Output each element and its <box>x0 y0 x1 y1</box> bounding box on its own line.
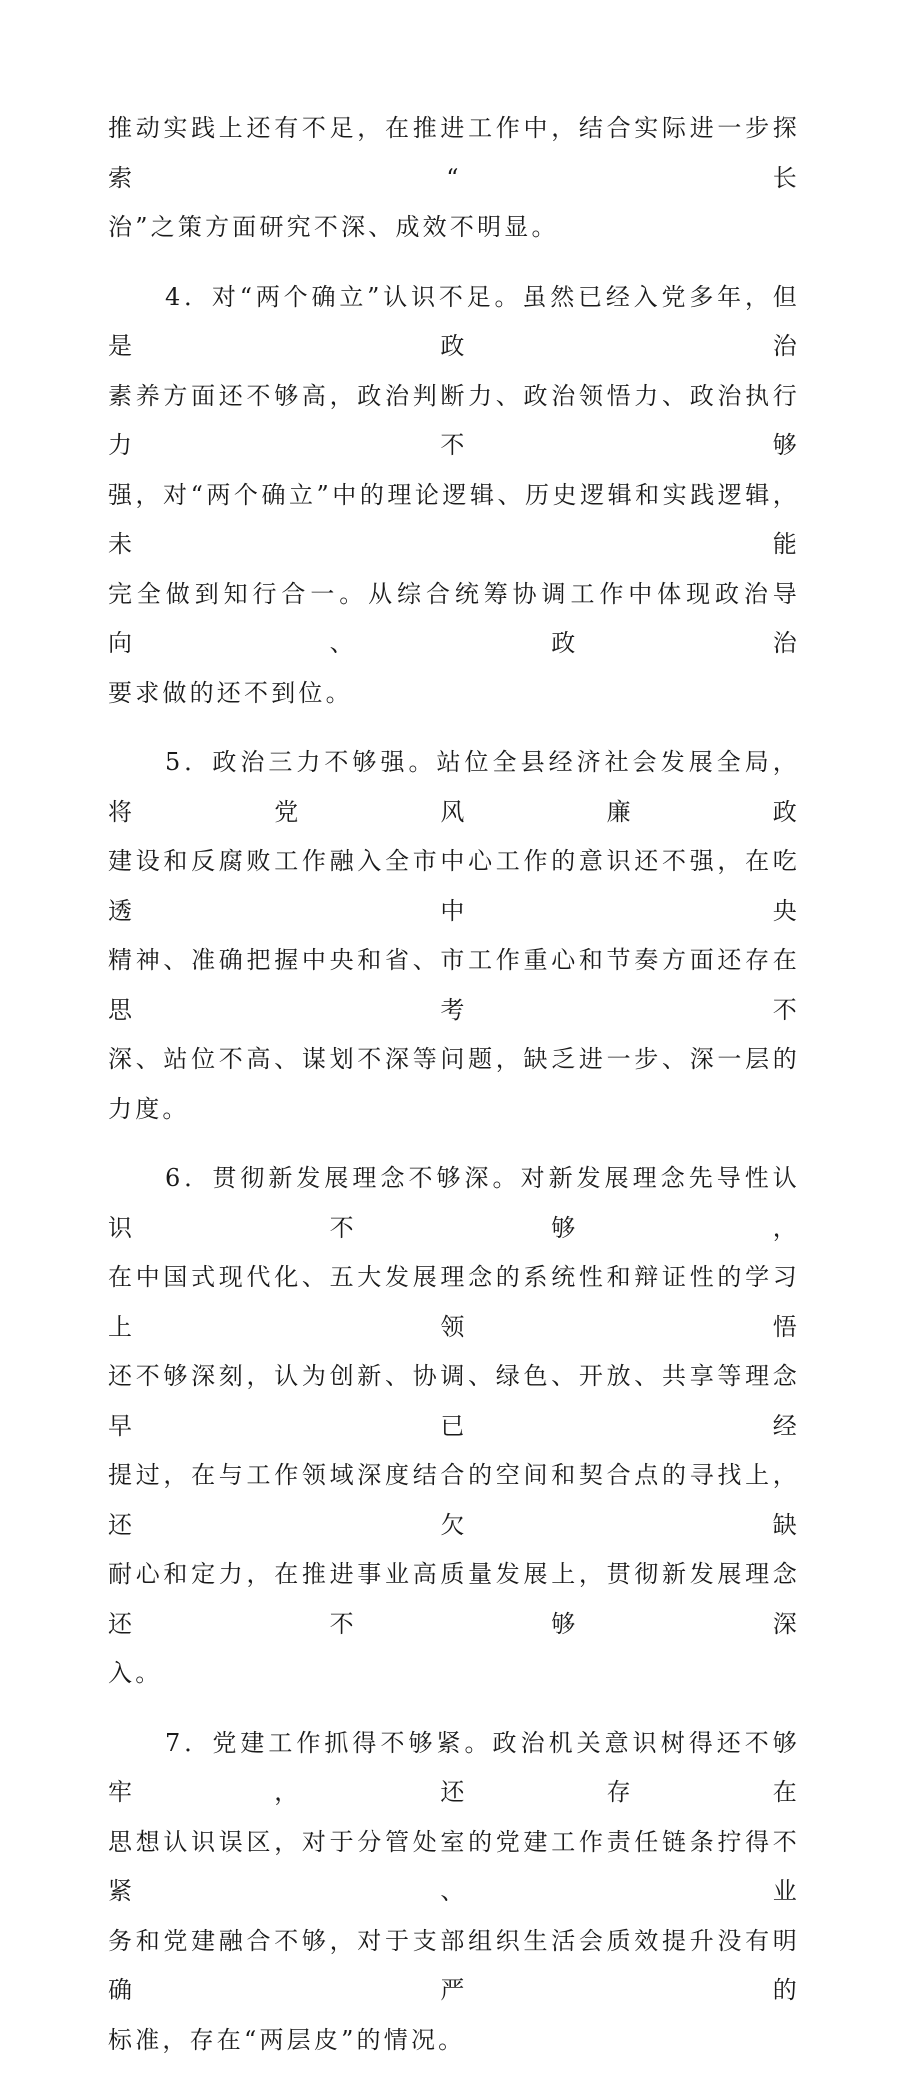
text-line: 4．对“两个确立”认识不足。虽然已经入党多年，但是政治 <box>108 282 800 360</box>
text-line: 治”之策方面研究不深、成效不明显。 <box>108 213 559 241</box>
paragraph-item-6 <box>108 1154 800 1699</box>
text-line: 还不够深刻，认为创新、协调、绿色、开放、共享等理念早已经 <box>108 1362 800 1440</box>
text-line: 入。 <box>108 1659 163 1687</box>
text-line: 推动实践上还有不足，在推进工作中，结合实际进一步探索“长 <box>108 114 800 192</box>
paragraph-item-7 <box>108 1719 800 2066</box>
paragraph-item-4 <box>108 273 800 719</box>
text-line: 要求做的还不到位。 <box>108 678 353 707</box>
text-line: 5．政治三力不够强。站位全县经济社会发展全局，将党风廉政 <box>108 748 800 826</box>
text-line: 7．党建工作抓得不够紧。政治机关意识树得还不够牢，还存在 <box>108 1728 800 1806</box>
paragraph-continuation <box>108 104 800 253</box>
text-line: 建设和反腐败工作融入全市中心工作的意识还不强，在吃透中央 <box>108 847 800 925</box>
text-line: 标准，存在“两层皮”的情况。 <box>108 2025 466 2054</box>
text-line: 提过，在与工作领域深度结合的空间和契合点的寻找上，还欠缺 <box>108 1461 800 1539</box>
text-line: 完全做到知行合一。从综合统筹协调工作中体现政治导向、政治 <box>108 579 800 657</box>
text-line: 在中国式现代化、五大发展理念的系统性和辩证性的学习上领悟 <box>108 1263 800 1341</box>
text-line: 精神、准确把握中央和省、市工作重心和节奏方面还存在思考不 <box>108 946 800 1024</box>
text-line: 思想认识误区，对于分管处室的党建工作责任链条拧得不紧、业 <box>108 1827 800 1905</box>
text-line: 强，对“两个确立”中的理论逻辑、历史逻辑和实践逻辑，未能 <box>108 480 800 558</box>
text-line: 深、站位不高、谋划不深等问题，缺乏进一步、深一层的力度。 <box>108 1045 800 1123</box>
text-line: 素养方面还不够高，政治判断力、政治领悟力、政治执行力不够 <box>108 381 800 459</box>
paragraph-item-5 <box>108 738 800 1134</box>
text-line: 6．贯彻新发展理念不够深。对新发展理念先导性认识不够， <box>108 1164 800 1242</box>
text-line: 务和党建融合不够，对于支部组织生活会质效提升没有明确严的 <box>108 1926 800 2004</box>
document-body <box>108 104 800 2085</box>
text-line: 耐心和定力，在推进事业高质量发展上，贯彻新发展理念还不够深 <box>108 1560 800 1638</box>
